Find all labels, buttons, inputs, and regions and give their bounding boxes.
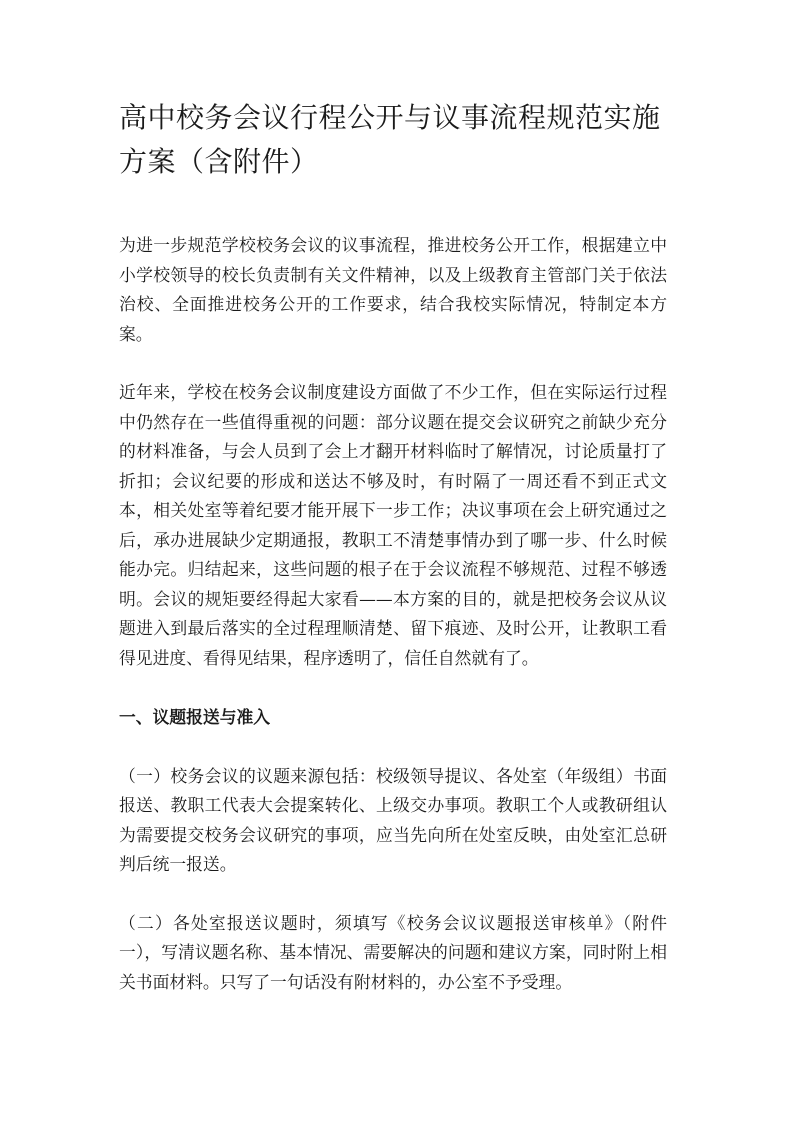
intro-paragraph: 为进一步规范学校校务会议的议事流程，推进校务公开工作，根据建立中小学校领导的校长负责制有关文件精神，以及上级教育主管部门关于依法治校、全面推进校务公开的工作要求，结合我校实际情况，特制定本方案。 [119, 235, 667, 344]
document-title: 高中校务会议行程公开与议事流程规范实施方案（含附件） [119, 101, 661, 178]
section1-item-2: （二）各处室报送议题时，须填写《校务会议议题报送审核单》（附件一），写清议题名称、基本情况、需要解决的问题和建议方案，同时附上相关书面材料。只写了一句话没有附材料的，办公室不予受理。 [119, 912, 667, 992]
document-page [119, 96, 667, 997]
section-heading-1: 一、议题报送与准入 [119, 707, 271, 727]
section1-item-1: （一）校务会议的议题来源包括：校级领导提议、各处室（年级组）书面报送、教职工代表大会提案转化、上级交办事项。教职工个人或教研组认为需要提交校务会议研究的事项，应当先向所在处室反映，由处室汇总研判后统一报送。 [119, 765, 667, 874]
background-paragraph: 近年来，学校在校务会议制度建设方面做了不少工作，但在实际运行过程中仍然存在一些值得重视的问题：部分议题在提交会议研究之前缺少充分的材料准备，与会人员到了会上才翻开材料临时了解情况，讨论质量打了折扣；会议纪要的形成和送达不够及时，有时隔了一周还看不到正式文本，相关处室等着纪要才能开展下一步工作；决议事项在会上研究通过之后，承办进展缺少定期通报，教职工不清楚事情办到了哪一步、什么时候能办完。归结起来，这些问题的根子在于会议流程不够规范、过程不够透明。会议的规矩要经得起大家看——本方案的目的，就是把校务会议从议题进入到最后落实的全过程理顺清楚、留下痕迹、及时公开，让教职工看得见进度、看得见结果，程序透明了，信任自然就有了。 [119, 382, 667, 668]
